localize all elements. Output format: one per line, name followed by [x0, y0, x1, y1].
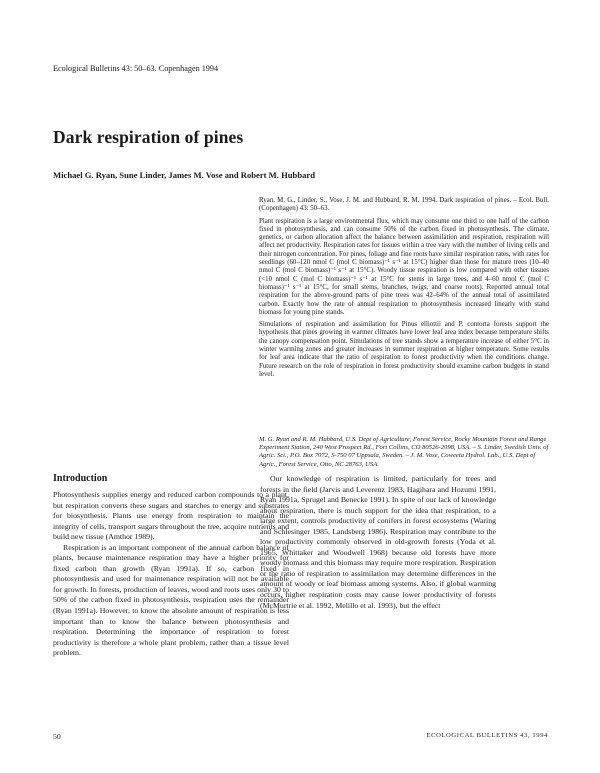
abstract-paragraph: Simulations of respiration and assimilation for Pinus elliottii and P. contorta forests support the hypothesis that pines growing in warmer climates have lower leaf area index because temperature shifts the canopy compensation point. Simulations of tree stands show a temperature increase of either 5°C in winter warming zones and greater increases in summer respiration at higher temperature. Some results for leaf area indicate that the ratio of respiration to forest productivity when the conditions change. Future research on the role of respiration in forest productivity should examine carbon budgets in stand level. — [259, 321, 549, 378]
abstract — [259, 197, 549, 383]
journal-citation-header: Ecological Bulletins 43: 50–63. Copenhagen 1994 — [53, 64, 219, 73]
abstract-paragraph: Plant respiration is a large environmental flux, which may consume one third to one half of the carbon fixed in photosynthesis, and can consume 50% of the carbon fixed in photosynthesis. The climate, genetics, or carbon allocation affect the balance between assimilation and respiration, respiration will affect net productivity. Respiration rates for tissues within a tree vary with the number of living cells and their nitrogen concentration. For pines, foliage and fine roots have similar respiration rates, with rates for seedlings (60–120 nmol C (mol C biomass)⁻¹ s⁻¹ at 15°C) higher than those for mature trees (10–40 nmol C (mol C biomass)⁻¹ s⁻¹ at 15°C). Woody tissue respiration is low compared with other tissues (<10 nmol C (mol C biomass)⁻¹ s⁻¹ at 15°C for stems in large trees, and 4–60 nmol C (mol C biomass)⁻¹ s⁻¹ at 15°C, for small stems, branches, twigs, and coarse roots). Reported annual total respiration for the above-ground parts of pine trees was 42–64% of the annual total of assimilated carbon. Exactly how the rate of annual respiration to photosynthesis increased linearly with stand biomass for young pine stands. — [259, 217, 549, 316]
body-paragraph: Photosynthesis supplies energy and reduced carbon compounds to a plant, but respiration converts these sugars and starches to energy and substrates for biosynthesis. Plants use energy from respiration to maintain the integrity of cells, transport sugars throughout the tree, acquire nutrients and build new tissue (Amthor 1989). — [53, 490, 289, 542]
author-addresses: M. G. Ryan and R. M. Hubbard, U.S. Dept of Agriculture, Forest Service, Rocky Mountain Forest and Range Experiment Station, 240 West Prospect Rd., Fort Collins, CO 80526-2098, USA. – S. Linder, Swedish Univ. of Agric. Sci., P.O. Box 7072, S-750 07 Uppsala, Sweden. – J. M. Vose, Coweeta Hydrol. Lab., U.S. Dept of Agric., Forest Service, Otto, NC 28763, USA. — [259, 436, 549, 468]
abstract-citation: Ryan, M. G., Linder, S., Vose, J. M. and Hubbard, R. M. 1994. Dark respiration of pines. – Ecol. Bull. (Copenhagen) 43: 50–63. — [259, 197, 549, 213]
footer-journal-name: ECOLOGICAL BULLETINS 43, 1994 — [426, 732, 548, 739]
author-list: Michael G. Ryan, Sune Linder, James M. Vose and Robert M. Hubbard — [53, 170, 315, 180]
body-paragraph: Our knowledge of respiration is limited, particularly for trees and forests in the field (Jarvis and Leverenz 1983, Hagihara and Hozumi 1991, Ryan 1991a, Sprugel and Benecke 1991). In spite of our lack of knowledge about respiration, there is much support for the idea that respiration, to a large extent, controls productivity of conifers in forest ecosystems (Waring and Schlesinger 1985, Landsberg 1986). Respiration may contribute to the low productivity commonly observed in old-growth forests (Yoda et al. 1965, Whittaker and Woodwell 1968) because old forests have more woody biomass and this biomass may require more respiration. Respiration or the ratio of respiration to assimilation may determine differences in the amount of woody or leaf biomass among systems. Also, if global warming occurs, higher respiration costs may cause lower productivity of forests (McMurtrie et al. 1992, Melillo et al. 1993), but the effect — [260, 474, 496, 610]
body-column-left — [53, 490, 289, 659]
page-number: 50 — [53, 732, 61, 741]
article-title: Dark respiration of pines — [53, 127, 244, 147]
section-heading-introduction: Introduction — [53, 473, 108, 484]
body-column-right — [260, 474, 496, 611]
body-paragraph: Respiration is an important component of the annual carbon balance of plants, because maintenance respiration may have a higher priority for fixed carbon than growth (Ryan 1991a). If so, carbon fixed in photosynthesis and used for maintenance respiration will not be available for growth. In forests, production of leaves, wood and roots uses only 30 to 50% of the carbon fixed in photosynthesis, respiration uses the remainder (Ryan 1991a). However, to know the absolute amount of respiration is less important than to know the balance between photosynthesis and respiration. Determining the importance of respiration to forest productivity is therefore a whole plant problem, rather than a tissue level problem. — [53, 542, 289, 658]
